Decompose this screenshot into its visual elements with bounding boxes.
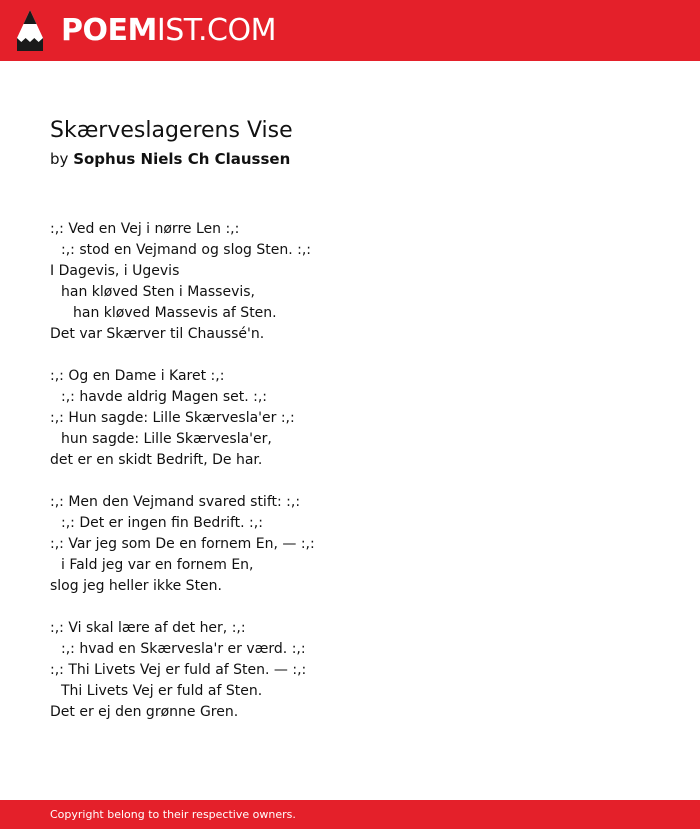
stanza xyxy=(50,492,650,597)
copyright-notice: Copyright belong to their respective owners. xyxy=(50,808,296,821)
site-footer xyxy=(0,800,700,829)
poem-line: :,: havde aldrig Magen set. :,: xyxy=(61,389,268,405)
poem-line: slog jeg heller ikke Sten. xyxy=(50,578,222,594)
poem-line: :,: Var jeg som De en fornem En, — :,: xyxy=(50,536,315,552)
poem-title: Skærveslagerens Vise xyxy=(50,118,293,143)
stanza xyxy=(50,219,650,345)
site-header xyxy=(0,0,700,61)
brand-bold-text: POEM xyxy=(61,13,157,48)
poem-line: :,: Ved en Vej i nørre Len :,: xyxy=(50,221,240,237)
poem-line: :,: Og en Dame i Karet :,: xyxy=(50,368,225,384)
poem-body xyxy=(50,219,650,744)
poem-line: :,: Vi skal lære af det her, :,: xyxy=(50,620,246,636)
poem-line: i Fald jeg var en fornem En, xyxy=(61,557,254,573)
byline xyxy=(50,149,290,169)
poem-line: han kløved Sten i Massevis, xyxy=(61,284,256,300)
by-prefix: by xyxy=(50,150,69,168)
poem-line: det er en skidt Bedrift, De har. xyxy=(50,452,263,468)
poem-line: :,: hvad en Skærvesla'r er værd. :,: xyxy=(61,641,306,657)
author-name[interactable]: Sophus Niels Ch Claussen xyxy=(73,150,291,168)
poem-line: Det var Skærver til Chaussé'n. xyxy=(50,326,265,342)
poem-line: Thi Livets Vej er fuld af Sten. xyxy=(61,683,263,699)
poem-line: :,: Hun sagde: Lille Skærvesla'er :,: xyxy=(50,410,295,426)
stanza xyxy=(50,618,650,723)
stanza xyxy=(50,366,650,471)
poem-line: :,: Thi Livets Vej er fuld af Sten. — :,: xyxy=(50,662,307,678)
poem-line: :,: stod en Vejmand og slog Sten. :,: xyxy=(61,242,312,258)
poem-line: han kløved Massevis af Sten. xyxy=(73,305,277,321)
poem-line: :,: Men den Vejmand svared stift: :,: xyxy=(50,494,301,510)
brand-light-text: IST.COM xyxy=(156,13,276,48)
pencil-tip-icon[interactable] xyxy=(17,10,43,51)
poem-line: Det er ej den grønne Gren. xyxy=(50,704,239,720)
poem-line: :,: Det er ingen fin Bedrift. :,: xyxy=(61,515,263,531)
poem-line: hun sagde: Lille Skærvesla'er, xyxy=(61,431,272,447)
poem-line: I Dagevis, i Ugevis xyxy=(50,263,180,279)
site-logo[interactable] xyxy=(61,12,276,50)
